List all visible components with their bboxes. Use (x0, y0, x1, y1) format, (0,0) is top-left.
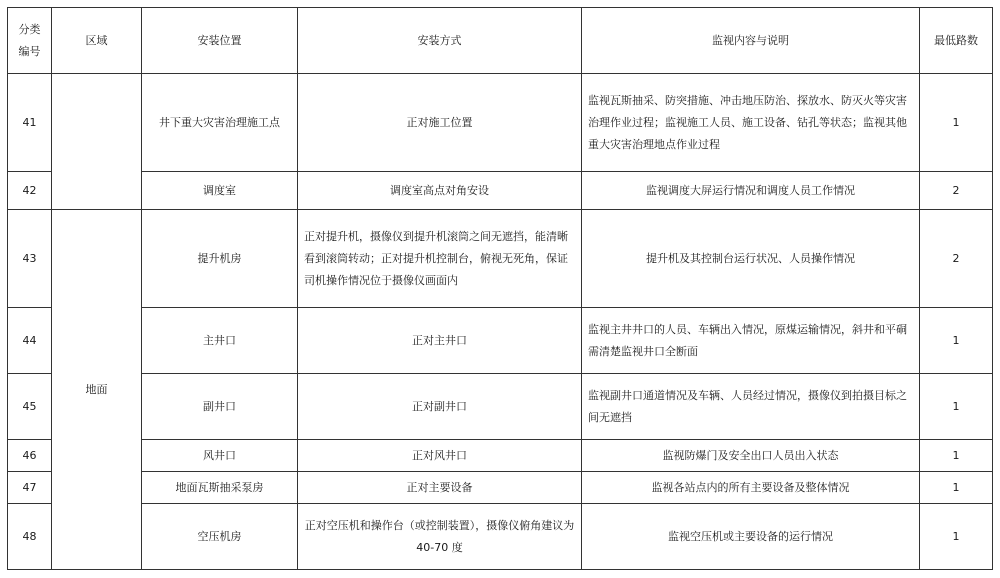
header-num (8, 8, 52, 74)
table-row (8, 210, 993, 308)
header-row (8, 8, 993, 74)
cell-content: 监视防爆门及安全出口人员出入状态 (582, 440, 920, 472)
header-location: 安装位置 (142, 8, 298, 74)
table-row (8, 172, 993, 210)
cell-num: 41 (8, 74, 52, 172)
cell-content: 监视瓦斯抽采、防突措施、冲击地压防治、探放水、防灭火等灾害治理作业过程；监视施工人员、施工设备、钻孔等状态；监视其他重大灾害治理地点作业过程 (582, 74, 920, 172)
table-row (8, 374, 993, 440)
cell-content: 监视空压机或主要设备的运行情况 (582, 504, 920, 570)
cell-num: 45 (8, 374, 52, 440)
cell-method: 正对施工位置 (298, 74, 582, 172)
camera-installation-table (7, 7, 993, 570)
header-content: 监视内容与说明 (582, 8, 920, 74)
cell-content: 监视主井井口的人员、车辆出入情况，原煤运输情况，斜井和平硐需清楚监视井口全断面 (582, 308, 920, 374)
table-row (8, 440, 993, 472)
cell-num: 46 (8, 440, 52, 472)
cell-content: 监视各站点内的所有主要设备及整体情况 (582, 472, 920, 504)
cell-content: 监视副井口通道情况及车辆、人员经过情况，摄像仪到拍摄目标之间无遮挡 (582, 374, 920, 440)
cell-min: 2 (920, 172, 993, 210)
cell-location: 风井口 (142, 440, 298, 472)
cell-content: 提升机及其控制台运行状况、人员操作情况 (582, 210, 920, 308)
header-num-line1: 分类 (18, 22, 41, 36)
cell-method: 正对空压机和操作台（或控制装置），摄像仪俯角建议为40-70 度 (298, 504, 582, 570)
cell-method: 调度室高点对角安设 (298, 172, 582, 210)
cell-location: 副井口 (142, 374, 298, 440)
table-row (8, 74, 993, 172)
cell-content: 监视调度大屏运行情况和调度人员工作情况 (582, 172, 920, 210)
cell-num: 44 (8, 308, 52, 374)
cell-method: 正对风井口 (298, 440, 582, 472)
table-row (8, 472, 993, 504)
cell-num: 42 (8, 172, 52, 210)
header-method: 安装方式 (298, 8, 582, 74)
table-row (8, 504, 993, 570)
header-area: 区域 (52, 8, 142, 74)
header-num-line2: 编号 (18, 44, 41, 58)
cell-area-underground (52, 74, 142, 210)
cell-location: 空压机房 (142, 504, 298, 570)
cell-min: 1 (920, 74, 993, 172)
cell-min: 1 (920, 504, 993, 570)
cell-method: 正对提升机，摄像仪到提升机滚筒之间无遮挡，能清晰看到滚筒转动；正对提升机控制台，俯视无死角，保证司机操作情况位于摄像仪画面内 (298, 210, 582, 308)
table-row (8, 308, 993, 374)
cell-num: 43 (8, 210, 52, 308)
cell-min: 1 (920, 440, 993, 472)
cell-location: 提升机房 (142, 210, 298, 308)
cell-min: 2 (920, 210, 993, 308)
table-wrapper (7, 7, 993, 570)
header-min-channels: 最低路数 (920, 8, 993, 74)
cell-num: 47 (8, 472, 52, 504)
cell-location: 地面瓦斯抽采泵房 (142, 472, 298, 504)
cell-min: 1 (920, 374, 993, 440)
cell-area-surface: 地面 (52, 210, 142, 570)
cell-min: 1 (920, 308, 993, 374)
cell-location: 主井口 (142, 308, 298, 374)
cell-location: 调度室 (142, 172, 298, 210)
cell-method: 正对主井口 (298, 308, 582, 374)
cell-min: 1 (920, 472, 993, 504)
cell-location: 井下重大灾害治理施工点 (142, 74, 298, 172)
cell-method: 正对主要设备 (298, 472, 582, 504)
cell-method: 正对副井口 (298, 374, 582, 440)
cell-num: 48 (8, 504, 52, 570)
